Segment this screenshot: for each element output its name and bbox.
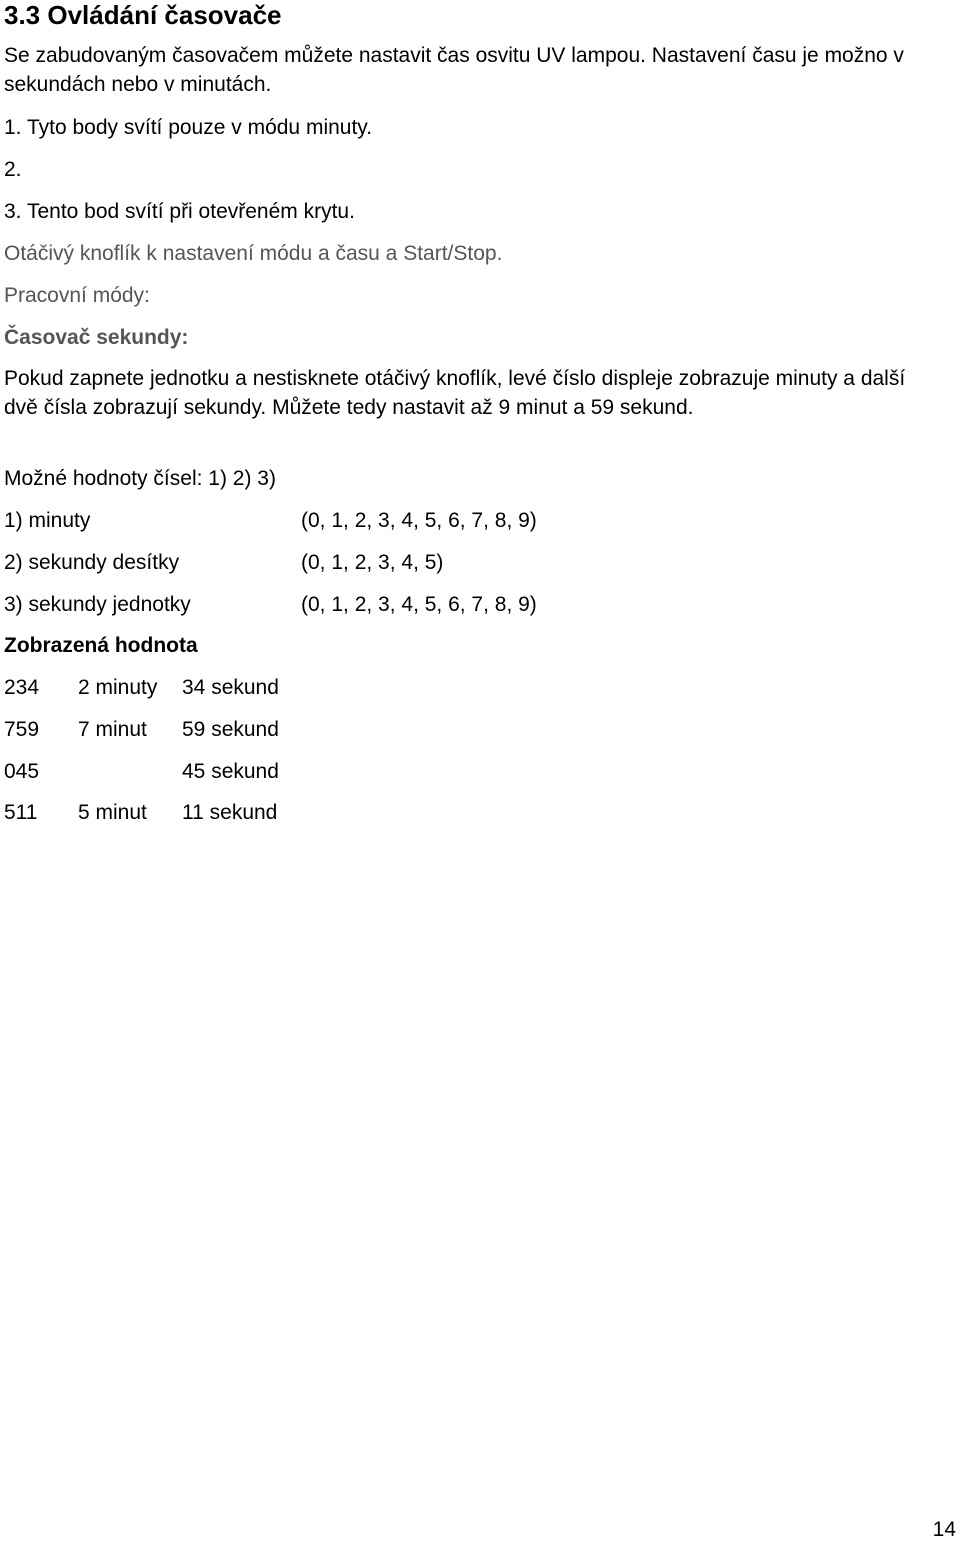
example-seconds: 59 sekund <box>182 718 279 741</box>
intro-paragraph: Se zabudovaným časovačem můžete nastavit čas osvitu UV lampou. Nastavení času je možno v sekundách nebo v minutách. <box>4 44 904 96</box>
example-seconds: 11 sekund <box>182 801 278 824</box>
possible-values-row-label: 3) sekundy jednotky <box>4 593 191 616</box>
example-display: 759 <box>4 718 40 741</box>
knob-note: Otáčivý knoflík k nastavení módu a času a Start/Stop. <box>4 242 503 265</box>
list-item-1: 1. Tyto body svítí pouze v módu minuty. <box>4 116 373 139</box>
possible-values-row-values: (0, 1, 2, 3, 4, 5, 6, 7, 8, 9) <box>301 509 537 532</box>
section-title: 3.3 Ovládání časovače <box>4 0 282 30</box>
timer-paragraph: Pokud zapnete jednotku a nestisknete otáčivý knoflík, levé číslo displeje zobrazuje minuty a další dvě čísla zobrazují sekundy. Můžete tedy nastavit až 9 minut a 59 sekund. <box>4 367 906 419</box>
list-item-3: 3. Tento bod svítí při otevřeném krytu. <box>4 200 355 223</box>
possible-values-label: Možné hodnoty čísel: 1) 2) 3) <box>4 467 276 490</box>
possible-values-row-values: (0, 1, 2, 3, 4, 5) <box>301 551 444 574</box>
example-minutes: 2 minuty <box>78 676 158 699</box>
modes-heading: Pracovní módy: <box>4 284 150 307</box>
example-seconds: 45 sekund <box>182 760 279 783</box>
possible-values-row-label: 1) minuty <box>4 509 91 532</box>
example-minutes: 7 minut <box>78 718 147 741</box>
example-display: 045 <box>4 760 40 783</box>
page-number: 14 <box>932 1518 956 1541</box>
example-display: 511 <box>4 801 38 824</box>
displayed-value-heading: Zobrazená hodnota <box>4 634 198 657</box>
example-seconds: 34 sekund <box>182 676 279 699</box>
example-display: 234 <box>4 676 40 699</box>
possible-values-row-label: 2) sekundy desítky <box>4 551 180 574</box>
list-item-2: 2. <box>4 158 22 181</box>
example-minutes: 5 minut <box>78 801 147 824</box>
timer-seconds-heading: Časovač sekundy: <box>4 326 189 349</box>
possible-values-row-values: (0, 1, 2, 3, 4, 5, 6, 7, 8, 9) <box>301 593 537 616</box>
